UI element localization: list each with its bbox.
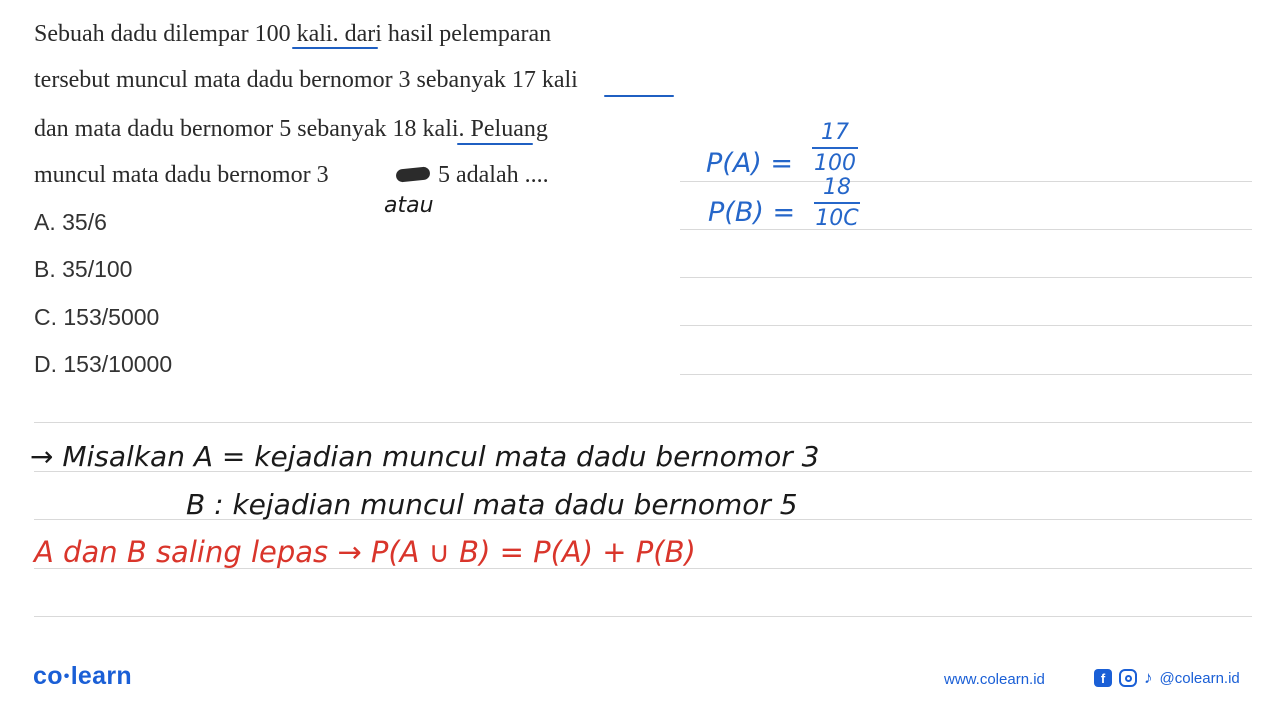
social-handle[interactable]: @colearn.id xyxy=(1159,669,1240,687)
pa-numerator: 17 xyxy=(821,120,849,145)
pb-denominator: 10C xyxy=(815,206,859,231)
handwritten-pa-label: P(A) = xyxy=(706,148,794,179)
question-line-3: dan mata dadu bernomor 5 sebanyak 18 kali. Peluang xyxy=(34,116,548,142)
fraction-bar xyxy=(814,202,860,204)
underline-17-kali xyxy=(604,95,674,97)
crossed-out-word xyxy=(395,166,430,182)
colearn-logo[interactable] xyxy=(33,662,132,691)
facebook-icon[interactable]: f xyxy=(1094,669,1112,687)
ruled-line xyxy=(680,374,1252,375)
ruled-line xyxy=(680,325,1252,326)
ruled-line xyxy=(680,181,1252,182)
instagram-icon[interactable] xyxy=(1119,669,1137,687)
handwritten-atau: atau xyxy=(384,193,434,218)
handwritten-pb-fraction xyxy=(814,175,860,231)
footer-url[interactable]: www.colearn.id xyxy=(944,671,1045,688)
pa-denominator: 100 xyxy=(814,151,856,176)
social-links xyxy=(1094,668,1240,688)
underline-100-kali xyxy=(292,47,378,49)
pb-numerator: 18 xyxy=(823,175,851,200)
fraction-bar xyxy=(812,147,858,149)
logo-right: learn xyxy=(70,662,132,690)
ruled-line xyxy=(680,229,1252,230)
ruled-line xyxy=(34,616,1252,617)
question-line-1: Sebuah dadu dilempar 100 kali. dari hasil pelemparan xyxy=(34,21,552,47)
option-b[interactable]: B. 35/100 xyxy=(34,256,133,282)
handwritten-definition-a: → Misalkan A = kejadian muncul mata dadu bernomor 3 xyxy=(30,440,820,473)
ruled-line xyxy=(680,277,1252,278)
handwritten-pa-fraction xyxy=(812,120,858,176)
option-c[interactable]: C. 153/5000 xyxy=(34,304,160,330)
handwritten-pb-label: P(B) = xyxy=(708,197,796,228)
handwritten-definition-b: B : kejadian muncul mata dadu bernomor 5 xyxy=(186,488,798,521)
question-line-4b: 5 adalah .... xyxy=(438,162,549,188)
handwritten-mutually-exclusive: A dan B saling lepas → P(A ∪ B) = P(A) + P(B) xyxy=(34,535,696,569)
ruled-line xyxy=(34,422,1252,423)
tiktok-icon[interactable]: ♪ xyxy=(1144,668,1153,687)
underline-18-kali xyxy=(457,143,533,145)
logo-dot-icon: • xyxy=(63,668,70,686)
option-a[interactable]: A. 35/6 xyxy=(34,209,107,235)
option-d[interactable]: D. 153/10000 xyxy=(34,351,173,377)
logo-left: co xyxy=(33,662,63,690)
question-line-4a: muncul mata dadu bernomor 3 xyxy=(34,162,329,188)
question-line-2: tersebut muncul mata dadu bernomor 3 sebanyak 17 kali xyxy=(34,67,578,93)
